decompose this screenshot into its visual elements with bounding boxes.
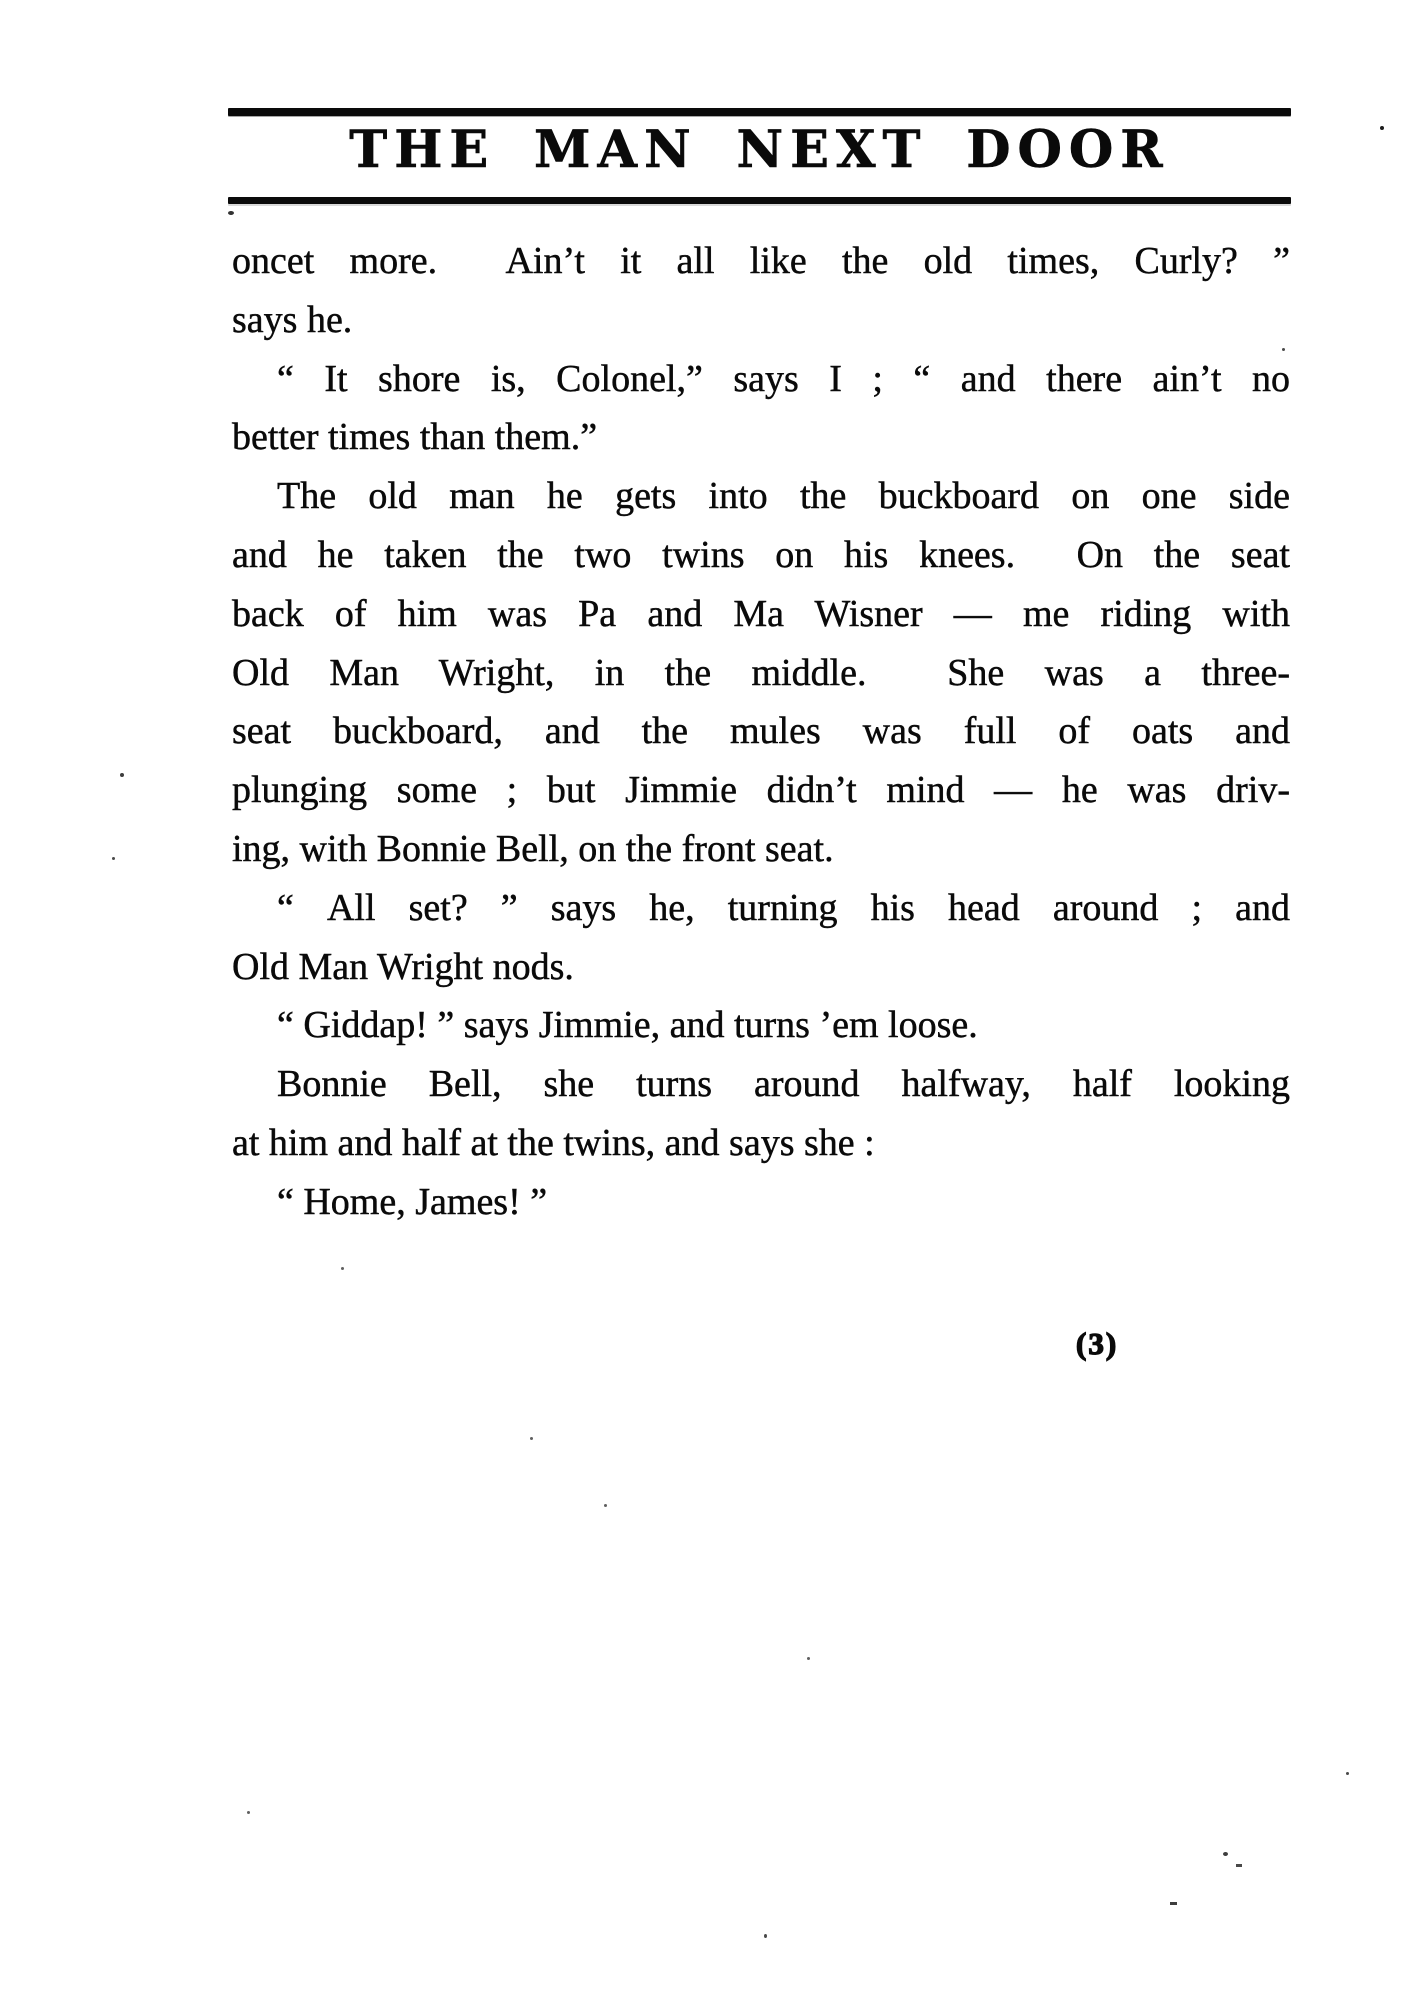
body-line: seat buckboard, and the mules was full of oats and	[232, 710, 1290, 753]
header-rule-top	[228, 108, 1291, 116]
body-line: says he.	[232, 298, 353, 341]
body-line: plunging some ; but Jimmie didn’t mind — he was driv-	[232, 769, 1290, 812]
scan-speck	[1236, 1864, 1242, 1867]
header-rule-bottom	[228, 197, 1291, 204]
scan-speck	[228, 211, 234, 215]
body-line: back of him was Pa and Ma Wisner — me riding with	[232, 592, 1290, 635]
page-title: THE MAN NEXT DOOR	[349, 120, 1170, 180]
scan-speck	[807, 1657, 810, 1660]
body-line: “ Home, James! ”	[277, 1180, 548, 1223]
body-line: and he taken the two twins on his knees. On the seat	[232, 533, 1290, 576]
scan-speck	[1346, 1772, 1349, 1775]
scan-speck	[247, 1811, 250, 1814]
scan-speck	[764, 1934, 767, 1938]
scan-speck	[1223, 1852, 1228, 1856]
signature-mark: (3)	[1076, 1326, 1119, 1361]
body-line: ing, with Bonnie Bell, on the front seat.	[232, 827, 834, 870]
body-line: “ All set? ” says he, turning his head around ; and	[277, 886, 1290, 929]
scan-speck	[1380, 126, 1384, 130]
body-line: Old Man Wright, in the middle. She was a three-	[232, 651, 1290, 694]
scan-speck	[112, 857, 115, 860]
scan-speck	[120, 773, 124, 777]
scan-speck	[1282, 348, 1285, 351]
body-text	[232, 232, 1290, 1232]
scan-speck	[604, 1504, 607, 1507]
scan-speck	[530, 1437, 533, 1440]
scan-speck	[1170, 1902, 1177, 1905]
body-line: at him and half at the twins, and says she :	[232, 1121, 875, 1164]
body-line: oncet more. Ain’t it all like the old times, Curly? ”	[232, 240, 1290, 282]
body-line: “ Giddap! ” says Jimmie, and turns ’em loose.	[277, 1004, 978, 1047]
body-line: Bonnie Bell, she turns around halfway, half looking	[277, 1063, 1290, 1106]
body-line: “ It shore is, Colonel,” says I ; “ and there ain’t no	[277, 357, 1290, 400]
scan-speck	[341, 1267, 344, 1270]
body-line: The old man he gets into the buckboard on one side	[277, 475, 1290, 518]
body-line: better times than them.”	[232, 416, 598, 459]
body-line: Old Man Wright nods.	[232, 945, 574, 988]
